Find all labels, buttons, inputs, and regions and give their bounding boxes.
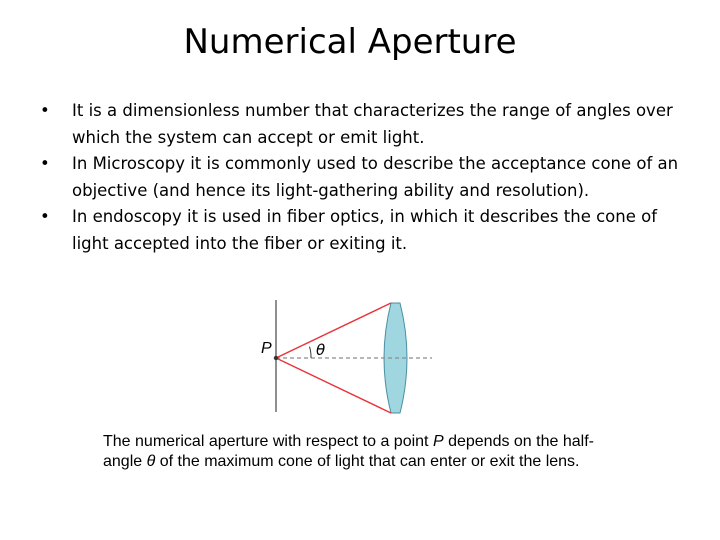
caption-text: of the maximum cone of light that can enter or exit the lens.: [155, 453, 580, 470]
caption-var-p: P: [432, 433, 444, 450]
diagram-caption: [103, 432, 633, 472]
bullet-text: It is a dimensionless number that characterizes the range of angles over which the system can accept or emit light.: [72, 101, 673, 147]
bullet-marker: •: [40, 207, 50, 226]
half-angle-arc: [310, 347, 312, 358]
marginal-ray-bottom: [276, 358, 391, 413]
angle-theta-label: θ: [316, 341, 326, 359]
bullet-item: [40, 204, 680, 257]
numerical-aperture-diagram: [250, 298, 440, 418]
bullet-list: [40, 98, 680, 257]
marginal-ray-top: [276, 303, 391, 358]
bullet-marker: •: [40, 154, 50, 173]
bullet-marker: •: [40, 101, 50, 120]
caption-var-theta: θ: [146, 453, 156, 470]
caption-text: depends on the half-angle: [103, 433, 594, 470]
slide-title: Numerical Aperture: [183, 22, 517, 62]
point-p-dot: [274, 356, 278, 360]
bullet-item: [40, 151, 680, 204]
point-p-label: P: [261, 340, 272, 357]
bullet-text: In Microscopy it is commonly used to describe the acceptance cone of an objective (and hence its light-gathering ability and resolution).: [72, 154, 679, 200]
bullet-item: [40, 98, 680, 151]
caption-text: The numerical aperture with respect to a point: [103, 433, 433, 450]
bullet-text: In endoscopy it is used in fiber optics, in which it describes the cone of light accepted into the fiber or exiting it.: [72, 207, 658, 253]
